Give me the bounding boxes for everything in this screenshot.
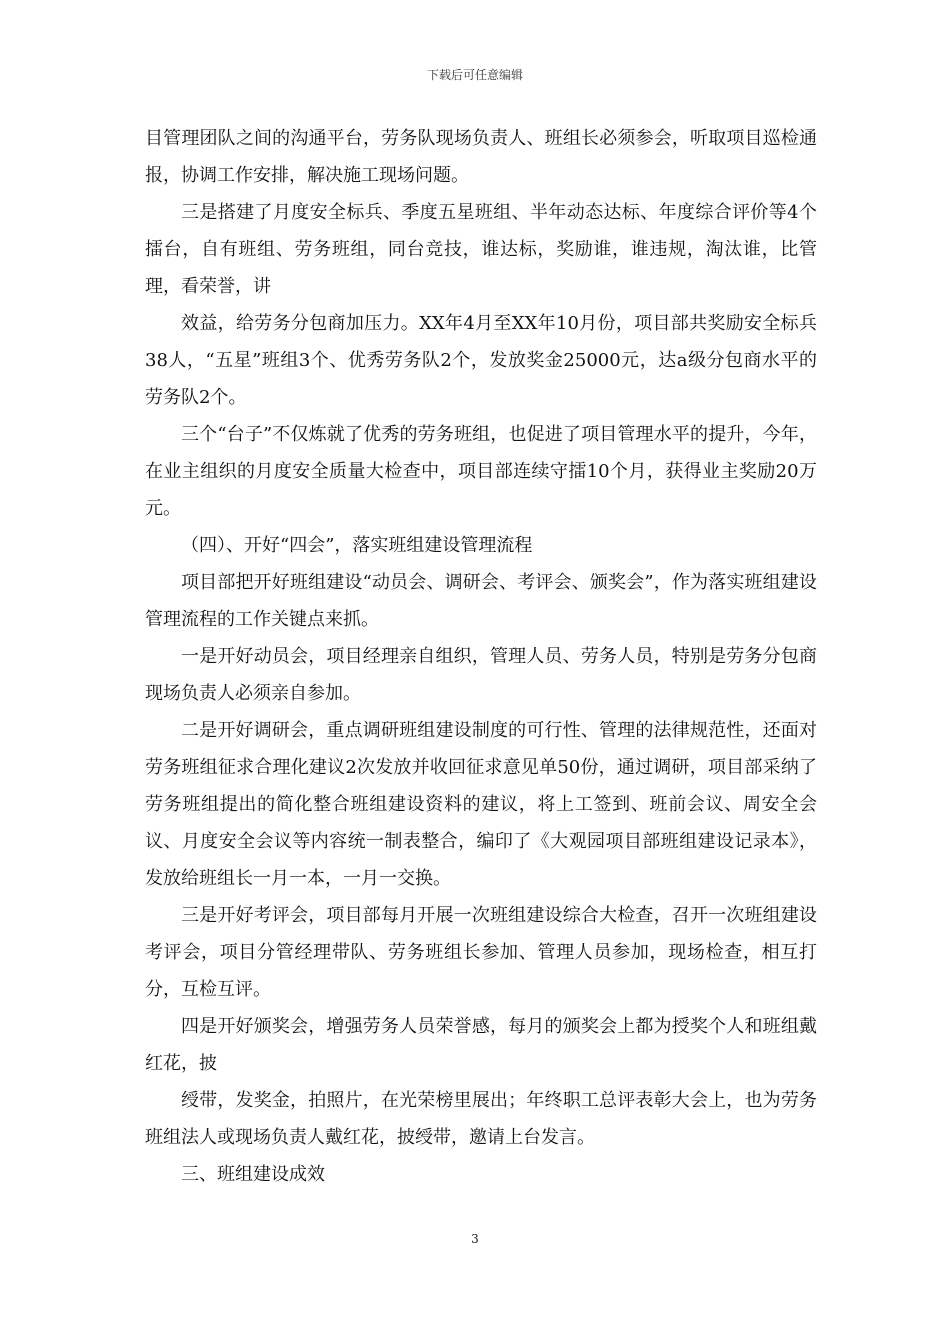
paragraph: 目管理团队之间的沟通平台，劳务队现场负责人、班组长必须参会，听取项目巡检通报，协调工作安排，解决施工现场问题。 bbox=[145, 128, 817, 186]
paragraph: 二是开好调研会，重点调研班组建设制度的可行性、管理的法律规范性，还面对劳务班组征求合理化建议2次发放并收回征求意见单50份，通过调研，项目部采纳了劳务班组提出的简化整合班组建设资料的建议，将上工签到、班前会议、周安全会议、月度安全会议等内容统一制表整合，编印了《大观园项目部班组建设记录本》，发放给班组长一月一本，一月一交换。 bbox=[145, 720, 817, 889]
paragraph: 三个“台子”不仅炼就了优秀的劳务班组，也促进了项目管理水平的提升，今年，在业主组织的月度安全质量大检查中，项目部连续守擂10个月，获得业主奖励20万元。 bbox=[145, 424, 817, 519]
paragraph: 绶带，发奖金，拍照片，在光荣榜里展出；年终职工总评表彰大会上，也为劳务班组法人或现场负责人戴红花，披绶带，邀请上台发言。 bbox=[145, 1090, 817, 1148]
paragraph: 效益，给劳务分包商加压力。XX年4月至XX年10月份，项目部共奖励安全标兵38人，“五星”班组3个、优秀劳务队2个，发放奖金25000元，达a级分包商水平的劳务队2个。 bbox=[145, 313, 817, 408]
paragraph: 三是开好考评会，项目部每月开展一次班组建设综合大检查，召开一次班组建设考评会，项目分管经理带队、劳务班组长参加、管理人员参加，现场检查，相互打分，互检互评。 bbox=[145, 905, 817, 1000]
paragraph: 四是开好颁奖会，增强劳务人员荣誉感，每月的颁奖会上都为授奖个人和班组戴红花，披 bbox=[145, 1016, 817, 1074]
section-heading: 三、班组建设成效 bbox=[181, 1164, 325, 1185]
paragraph: 项目部把开好班组建设“动员会、调研会、考评会、颁奖会”，作为落实班组建设管理流程的工作关键点来抓。 bbox=[145, 572, 817, 630]
paragraph: 三是搭建了月度安全标兵、季度五星班组、半年动态达标、年度综合评价等4个擂台，自有班组、劳务班组，同台竞技，谁达标，奖励谁，谁违规，淘汰谁，比管理，看荣誉，讲 bbox=[145, 202, 817, 297]
section-heading: （四）、开好“四会”，落实班组建设管理流程 bbox=[181, 535, 533, 556]
page-number: 3 bbox=[471, 1232, 479, 1246]
page-header: 下载后可任意编辑 bbox=[426, 68, 523, 82]
paragraph: 一是开好动员会，项目经理亲自组织，管理人员、劳务人员，特别是劳务分包商现场负责人必须亲自参加。 bbox=[145, 646, 817, 704]
body-text bbox=[145, 120, 817, 1193]
